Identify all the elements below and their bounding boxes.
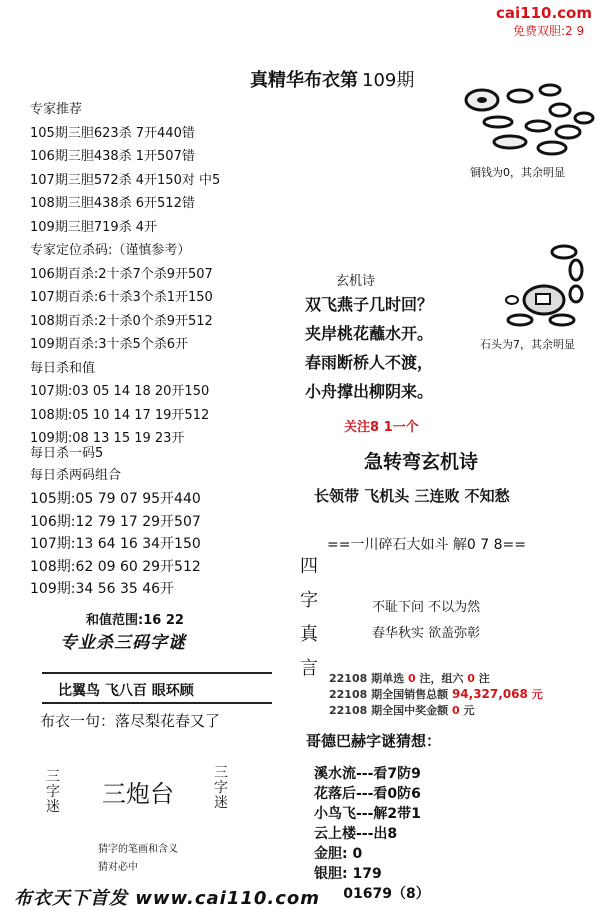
divider <box>42 702 272 704</box>
expert-section <box>30 98 220 451</box>
poem-line: 夹岸桃花蘸水开。 <box>305 324 434 343</box>
result-suffix: 注 <box>478 672 490 685</box>
guess-line: 银胆: 179 <box>314 866 382 882</box>
result-line <box>329 670 490 686</box>
result-value: 0 <box>467 672 475 685</box>
guess-line: 金胆: 0 <box>314 846 363 862</box>
expert-line: 106期三胆438杀 1开507错 <box>30 149 195 164</box>
jizhuan-title: 急转弯玄机诗 <box>364 451 479 473</box>
poem-line: 小舟撑出柳阴来。 <box>305 382 434 401</box>
result-prefix: 22108 期全国销售总额 <box>329 688 449 701</box>
sizi-char: 真 <box>300 624 318 645</box>
guess-list <box>314 764 430 904</box>
attention-note: 关注8 1一个 <box>344 420 419 435</box>
poem-body <box>305 290 433 406</box>
stones-icon <box>500 240 600 328</box>
position-heading: 专家定位杀码:（谨慎参考） <box>30 243 191 258</box>
brush-title: 专业杀三码字谜 <box>60 633 186 653</box>
zimi-char: 三 <box>214 765 228 781</box>
sizi-line: 春华秋实 欲盖弥彰 <box>372 626 481 641</box>
expert-line: 105期三胆623杀 7开440错 <box>30 125 195 141</box>
page-title <box>250 66 414 92</box>
expert-line: 108期三胆438杀 6开512错 <box>30 196 195 211</box>
four-words: 长领带 飞机头 三连败 不知愁 <box>314 487 510 505</box>
buyi-line: 布衣一句：落尽梨花春又了 <box>40 712 221 730</box>
gede-title: 哥德巴赫字谜猜想： <box>306 732 442 750</box>
sum-heading: 每日杀和值 <box>30 360 96 376</box>
site-logo[interactable] <box>496 4 592 22</box>
sizi-char: 字 <box>300 590 318 611</box>
result-prefix: 22108 期单选 <box>329 672 405 685</box>
daily-one-text: 每日杀一码5 <box>30 446 104 461</box>
poem-title: 玄机诗 <box>336 274 376 289</box>
poem-line: 双飞燕子几时回？ <box>305 295 434 314</box>
expert-line: 109期三胆719杀 4开 <box>30 219 158 235</box>
result-line <box>329 702 474 718</box>
title-main: 真精华布衣第 <box>250 70 358 91</box>
result-suffix: 注，组六 <box>419 672 464 685</box>
site-prefix: cai <box>496 4 521 22</box>
title-issue: 109期 <box>362 70 415 91</box>
zimi-char: 迷 <box>214 795 228 811</box>
sizi-line: 不耻下问 不以为然 <box>372 600 481 615</box>
divider <box>42 672 272 674</box>
zimi-char: 三 <box>46 769 60 785</box>
daily-one <box>30 443 121 487</box>
result-line <box>329 686 543 702</box>
two-line: 107期:13 64 16 34开150 <box>30 536 201 552</box>
position-line: 106期百杀:2十杀7个杀9开507 <box>30 266 213 282</box>
zimi-left <box>46 770 60 815</box>
two-line: 106期:12 79 17 29开507 <box>30 513 201 530</box>
two-code-section <box>30 488 201 601</box>
sum-range: 和值范围:16 22 <box>86 613 184 628</box>
two-line: 109期:34 56 35 46开 <box>30 581 175 597</box>
riddle-three: 比翼鸟 飞八百 眼环顾 <box>58 683 194 699</box>
zimi-char: 字 <box>214 780 228 796</box>
position-line: 107期百杀:6十杀3个杀1开150 <box>30 290 213 305</box>
guess-line: 01679（8） <box>314 886 430 902</box>
guess-line: 溪水流---看7防9 <box>314 766 421 782</box>
sanpao-riddle: 三炮台 <box>102 780 174 808</box>
sum-line: 107期:03 05 14 18 20开150 <box>30 384 210 399</box>
coin-caption: 铜钱为0，其余明显 <box>470 166 565 179</box>
free-pick: 免费双胆:2 9 <box>513 24 585 38</box>
sizi-char: 言 <box>300 658 318 679</box>
two-line: 105期:05 79 07 95开440 <box>30 491 201 507</box>
note-correct: 猜对必中 <box>98 862 138 873</box>
sum-line: 109期:08 13 15 19 23开 <box>30 431 185 446</box>
stone-caption: 石头为7，其余明显 <box>480 338 575 351</box>
guess-line: 小鸟飞---解2带1 <box>314 806 421 822</box>
result-suffix: 元 <box>531 688 543 701</box>
two-line: 108期:62 09 60 29开512 <box>30 558 201 575</box>
poem-line: 春雨断桥人不渡， <box>305 353 434 372</box>
result-suffix: 元 <box>463 704 475 717</box>
result-value: 94,327,068 <box>451 687 528 701</box>
guess-line: 花落后---看0防6 <box>314 786 421 802</box>
zimi-char: 字 <box>46 784 60 800</box>
note-strokes: 猜字的笔画和含义 <box>98 844 178 855</box>
position-line: 108期百杀:2十杀0个杀9开512 <box>30 313 213 329</box>
expert-line: 107期三胆572杀 4开150对 中5 <box>30 172 221 188</box>
eq-line: ==一川碎石大如斗 解0 7 8== <box>327 537 526 553</box>
position-line: 109期百杀:3十杀5个杀6开 <box>30 337 189 352</box>
sum-line: 108期:05 10 14 17 19开512 <box>30 407 210 423</box>
coins-icon <box>460 78 600 162</box>
site-suffix: .com <box>551 4 592 22</box>
result-prefix: 22108 期全国中奖金额 <box>329 704 449 717</box>
result-value: 0 <box>451 704 460 717</box>
footer-banner[interactable]: 布衣天下首发 www.cai110.com <box>14 888 321 909</box>
site-num: 110 <box>520 4 552 22</box>
result-value: 0 <box>407 672 416 685</box>
sizi-char: 四 <box>300 556 318 577</box>
zimi-right <box>214 766 228 811</box>
guess-line: 云上楼---出8 <box>314 826 398 842</box>
expert-heading: 专家推荐 <box>30 102 83 117</box>
zimi-char: 迷 <box>46 799 60 815</box>
two-heading: 每日杀两码组合 <box>30 468 122 483</box>
